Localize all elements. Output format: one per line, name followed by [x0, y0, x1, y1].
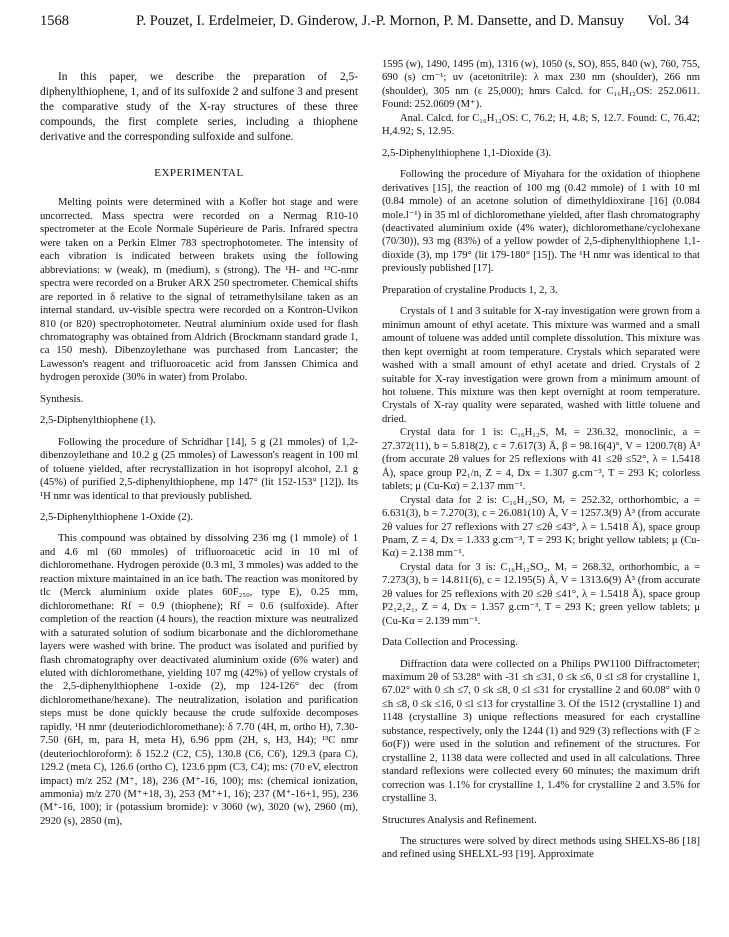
- running-head: [40, 13, 689, 33]
- structures-heading: Structures Analysis and Refinement.: [382, 814, 537, 826]
- right-column: [382, 58, 700, 862]
- experimental-heading: EXPERIMENTAL: [154, 167, 244, 179]
- general-methods-paragraph: Melting points were determined with a Kofler hot stage and were uncorrected. Mass spectra were recorded on a Nermag R10-10 spectrometer at the Ecole Normale Supérieure de Paris. Infrared spectra were taken on a Perkin Elmer 783 spectrophotometer. The intensity of each vibration is indicated between brakets using the following abbreviations: w (weak), m (medium), s (strong). The ¹H- and ¹³C-nmr spectra were recorded on a Bruker ARX 250 spectrometer. Chemical shifts are reported in δ relative to the signal of tetramethylsilane taken as an internal standard. uv-visible spectra were recorded on a Kontron-Uvikon 810 (or 820) spectrophotometer. Neutral aluminium oxide used for flash chromatography was obtained from Aldrich (Brockmann standard grade 1, ca 150 mesh). Dibenzoylethane was purchased from Lancaster; the Lawesson's reagent and trifluoroacetic acid from Janssen Chimica and hydrogen peroxide (30% in water) from Prolabo.: [40, 197, 358, 384]
- compound3-heading: 2,5-Diphenylthiophene 1,1-Dioxide (3).: [382, 147, 552, 159]
- crystal-preparation-heading: Preparation of crystaline Products 1, 2, 3.: [382, 284, 558, 296]
- data-collection-paragraph: Diffraction data were collected on a Philips PW1100 Diffractometer; maximum 2θ of 53.28° with -31 ≤h ≤31, 0 ≤k ≤6, 0 ≤l ≤8 for crystalline 1, 67.02° with 0 ≤h ≤7, 0 ≤k ≤8, 0 ≤l ≤31 for crystalline 2 and 60.08° with 0 ≤h ≤8, 0 ≤k ≤16, 0 ≤l ≤13 for crystalline 3. Of the 1512 (crystalline 1) and 1148 (crystalline 3) unique reflections measured for each crystalline substance, respectively, only the 1244 (1) and 929 (3) reflections with (F ≥ 6σ(F)) were used in the solution and refinement of the structures. For crystalline 2, 1138 data were collected and used in all calculations. Three standard reflexions were collected every 60 minutes; the maximum drift correction was 1.1% for crystalline 1, 1.4% for crystalline 2 and 3.5% for crystalline 3.: [382, 658, 700, 805]
- left-column: [40, 58, 358, 828]
- compound2-paragraph: This compound was obtained by dissolving 236 mg (1 mmole) of 1 and 4.6 ml (60 mmoles) of trifluoroacetic acid in 10 ml of dichloromethane. Hydrogen peroxide (0.3 ml, 3 mmoles) was added to the reaction mixture maintained in an ice bath. The reaction was monitored by tlc (Merck aluminium oxide plates 60F₂₅₀, type E), 0.25 mm, dichloromethane: Rf = 0.9 (thiophene); Rf = 0.6 (sulfoxide). After completion of the reaction (4 hours), the reaction mixture was neutralized with a saturated solution of sodium bicarbonate and the dichloromethane layers were washed with brine. The product was isolated and purified by flash chromatography over deactivated aluminium oxide (6% water) and eluted with dichloromethane, yielding 107 mg (42%) of yellow crystals of the 2,5-diphenylthiophene 1-oxide (2), mp 124-126° dec (from dichloromethane/hexane). The neutralization, isolation and purification steps must be done quickly because the crude sulfoxide decomposes rapidly. ¹H nmr (deuteriodichloromethane): δ 7.70 (4H, m, ortho H), 7.30-7.50 (6H, m, para H, meta H), 6.96 ppm (2H, s, H3, H4); ¹³C nmr (deuteriochloroform): δ 152.2 (C2, C5), 130.8 (C6, C6'), 129.3 (para C), 129.2 (meta C), 126.6 (ortho C), 123.6 ppm (C3, C4); ms: (70 eV, electron impact) m/z 252 (M⁺, 18), 236 (M⁺-16, 100); ms: (chemical ionization, ammonia) m/z 270 (M⁺+18, 3), 253 (M⁺+1, 16); 237 (M⁺-16+1, 95), 236 (M⁺-16, 100); ir (potassium bromide): ν 3060 (w), 3020 (w), 2960 (m), 2920 (s), 2850 (m),: [40, 533, 358, 827]
- compound2-heading: 2,5-Diphenylthiophene 1-Oxide (2).: [40, 511, 193, 523]
- intro-paragraph: In this paper, we describe the preparation of 2,5-diphenylthiophene, 1, and of its sulfoxide 2 and sulfone 3 and present the comparative study of the X-ray structures of these three compounds, the first complete series, including a thiophene derivative and the corresponding sulfoxide and sulfone.: [40, 71, 358, 143]
- structures-paragraph: The structures were solved by direct methods using SHELXS-86 [18] and refined using SHELXL-93 [19]. Approximate: [382, 836, 700, 861]
- compound3-paragraph: Following the procedure of Miyahara for the oxidation of thiophene derivatives [15], the reaction of 100 mg (0.42 mmole) of 1 with 10 ml (0.84 mmole) of an acetone solution of dimethyldioxirane [16] (0.084 mole.l⁻¹) in 35 ml of dichloromethane yielded, after flash chromatography (deactivated aluminium oxide (4% water), dichloromethane/cyclohexane (70/30)), 93 mg (83%) of a yellow powder of 2,5-diphenylthiophene 1,1-dioxide (3), mp 179° (lit 179-180° [15]). The ¹H nmr was identical to that previously published [17].: [382, 169, 700, 275]
- compound2-paragraph-continued: 1595 (w), 1490, 1495 (m), 1316 (w), 1050 (s, SO), 855, 840 (w), 760, 755, 690 (s) cm⁻¹; uv (acetonitrile): λ max 230 nm (shoulder), 266 nm (shoulder), 305 nm (ε 25,000); hmrs Calcd. for C₁₆H₁₂OS: 252.0611. Found: 252.0609 (M⁺).: [382, 59, 700, 111]
- author-list: P. Pouzet, I. Erdelmeier, D. Ginderow, J.-P. Mornon, P. M. Dansette, and D. Mansuy: [136, 13, 625, 29]
- compound1-paragraph: Following the procedure of Schridhar [14], 5 g (21 mmoles) of 1,2-dibenzoylethane and 10.2 g (25 mmoles) of Lawesson's reagent in 100 ml of toluene yielded, after recrystallization in hot isopropyl alcohol, 2.1 g (45%) of purified 2,5-diphenylthiophene, mp 147° (lit 152-153° [12]). Its ¹H nmr was identical to that previously published.: [40, 436, 358, 502]
- volume-label: Vol. 34: [647, 13, 689, 29]
- crystal-data-2: Crystal data for 2 is: C₁₆H₁₂SO, Mᵣ = 252.32, orthorhombic, a = 6.631(3), b = 7.270(3), c = 26.081(10) Å, V = 1257.3(9) Å³ (from accurate 2θ values for 27 reflexions with 27 ≤2θ ≤43°, λ = 1.5418 Å), space group Pnam, Z = 4, Dx = 1.333 g.cm⁻³, T = 293 K; bright yellow tablets; μ (Cu-Kα) = 2.138 mm⁻¹.: [382, 494, 700, 560]
- crystal-data-3: Crystal data for 3 is: C₁₆H₁₂SO₂, Mᵣ = 268.32, orthorhombic, a = 7.273(3), b = 14.811(6), c = 12.195(5) Å, V = 1313.6(9) Å³ (from accurate 2θ values for 25 reflexions with 20 ≤2θ ≤41°, λ = 1.5418 Å), space group P2₁2₁2₁, Z = 4, Dx = 1.357 g.cm⁻³, T = 293 K; green yellow tablets; μ (Cu-Kα = 2.139 mm⁻¹.: [382, 561, 700, 627]
- compound1-heading: 2,5-Diphenylthiophene (1).: [40, 415, 156, 427]
- synthesis-heading: Synthesis.: [40, 393, 84, 405]
- crystal-preparation-paragraph: Crystals of 1 and 3 suitable for X-ray investigation were grown from a minimun amount of ethyl acetate. This mixture was warmed and a small amount of toluene was added until complete dissolution. This mixture was then kept overnight at room temperature. Crystals which separated were washed with a small amount of ethyl acetate and dried. Crystals of 2 suitable for X-ray investigation were grown from a minimum amount of hot toluene. This mixture was then kept overnight at room temperature. Crystals of X-ray quality were separated, washed with little toluene and dried.: [382, 306, 700, 425]
- compound2-analysis: Anal. Calcd. for C₁₆H₁₂OS: C, 76.2; H, 4.8; S, 12.7. Found: C, 76.42; H,4.92; S, 12.95.: [382, 112, 700, 138]
- page-number: 1568: [40, 13, 69, 29]
- crystal-data-1: Crystal data for 1 is: C₁₆H₁₂S, Mᵣ = 236.32, monoclinic, a = 27.372(11), b = 5.818(2), c = 7.617(3) Å, β = 98.16(4)°, V = 1200.7(8) Å³ (from accurate 2θ values for 25 reflexions with 41 ≤2θ ≤52°, λ = 1.5418 Å), space group P2₁/n, Z = 4, Dx = 1.307 g.cm⁻³, T = 293 K; colorless tablets; μ (Cu-Kα) = 2.137 mm⁻¹.: [382, 427, 700, 493]
- data-collection-heading: Data Collection and Processing.: [382, 637, 518, 649]
